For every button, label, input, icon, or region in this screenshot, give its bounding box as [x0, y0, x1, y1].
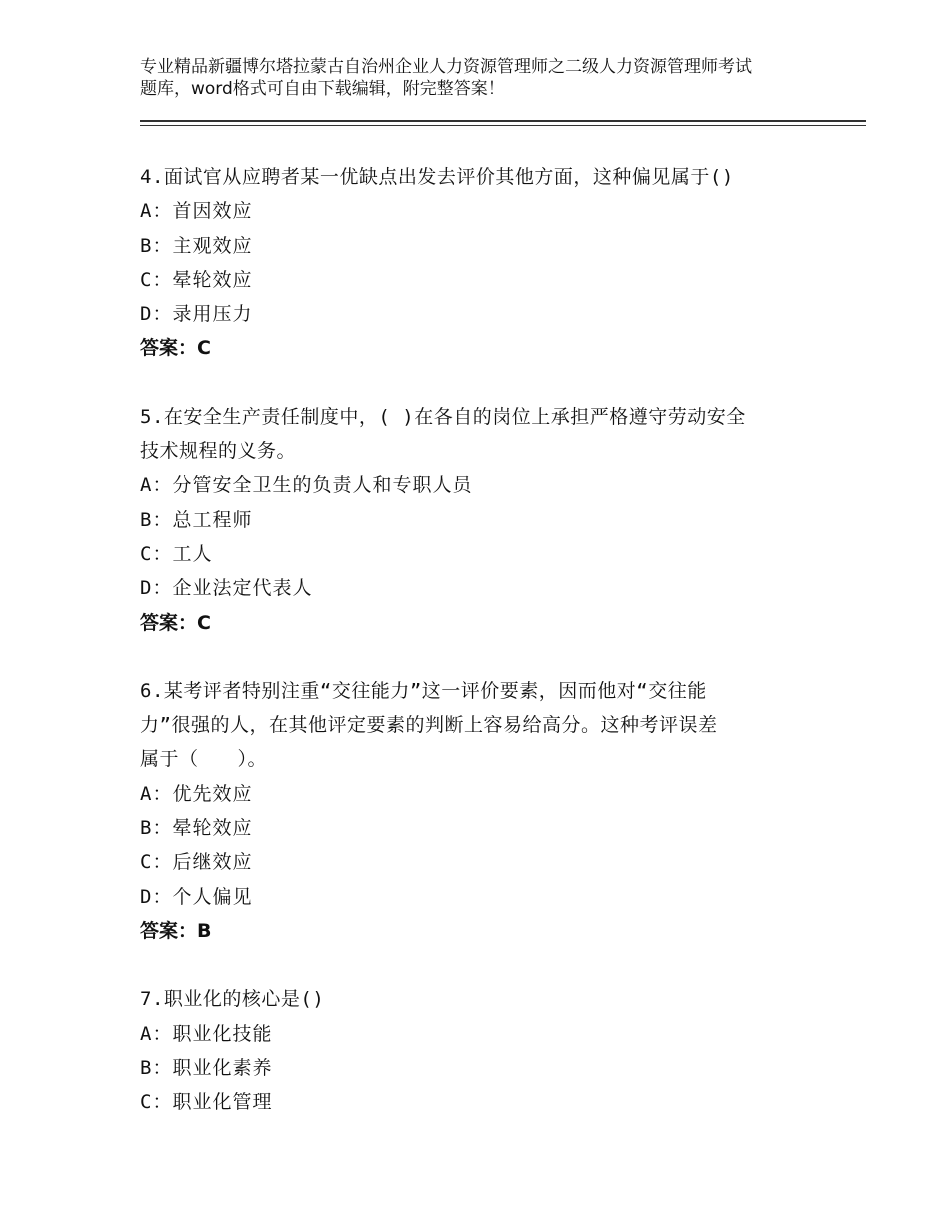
question-text: 4.面试官从应聘者某一优缺点出发去评价其他方面，这种偏见属于() [140, 166, 734, 188]
question-text: 5.在安全生产责任制度中，( )在各自的岗位上承担严格遵守劳动安全 [140, 405, 746, 428]
header-divider-thin [140, 125, 866, 126]
option-b: B：主观效应 [140, 234, 253, 257]
option-b: B：晕轮效应 [140, 817, 253, 840]
question-6 [140, 674, 820, 948]
option-a: A：首因效应 [140, 200, 253, 223]
answer: 答案：C [140, 611, 211, 634]
header-divider-thick [140, 120, 866, 122]
option-b: B：总工程师 [140, 508, 253, 531]
option-c: C：职业化管理 [140, 1091, 273, 1114]
answer: 答案：C [140, 337, 211, 360]
option-d: D：企业法定代表人 [140, 577, 313, 600]
option-d: D：个人偏见 [140, 885, 253, 908]
document-header [140, 56, 840, 100]
option-a: A：职业化技能 [140, 1022, 273, 1045]
question-text: 力”很强的人，在其他评定要素的判断上容易给高分。这种考评误差 [140, 714, 718, 737]
option-c: C：后继效应 [140, 851, 253, 874]
question-4 [140, 160, 820, 366]
option-b: B：职业化素养 [140, 1056, 273, 1079]
option-d: D：录用压力 [140, 303, 253, 326]
option-a: A：优先效应 [140, 782, 253, 805]
header-title-line-2: 题库，word格式可自由下载编辑，附完整答案！ [140, 79, 505, 99]
question-text: 属于（ ）。 [140, 748, 268, 771]
question-5 [140, 400, 820, 640]
question-7 [140, 982, 820, 1119]
question-list [140, 160, 820, 1153]
option-c: C：工人 [140, 542, 213, 565]
header-title-line-1: 专业精品新疆博尔塔拉蒙古自治州企业人力资源管理师之二级人力资源管理师考试 [140, 57, 752, 77]
question-text: 技术规程的义务。 [140, 440, 297, 463]
question-text: 7.职业化的核心是() [140, 988, 325, 1011]
answer: 答案：B [140, 919, 212, 942]
option-c: C：晕轮效应 [140, 268, 253, 291]
question-text: 6.某考评者特别注重“交往能力”这一评价要素，因而他对“交往能 [140, 679, 707, 702]
option-a: A：分管安全卫生的负责人和专职人员 [140, 474, 473, 497]
